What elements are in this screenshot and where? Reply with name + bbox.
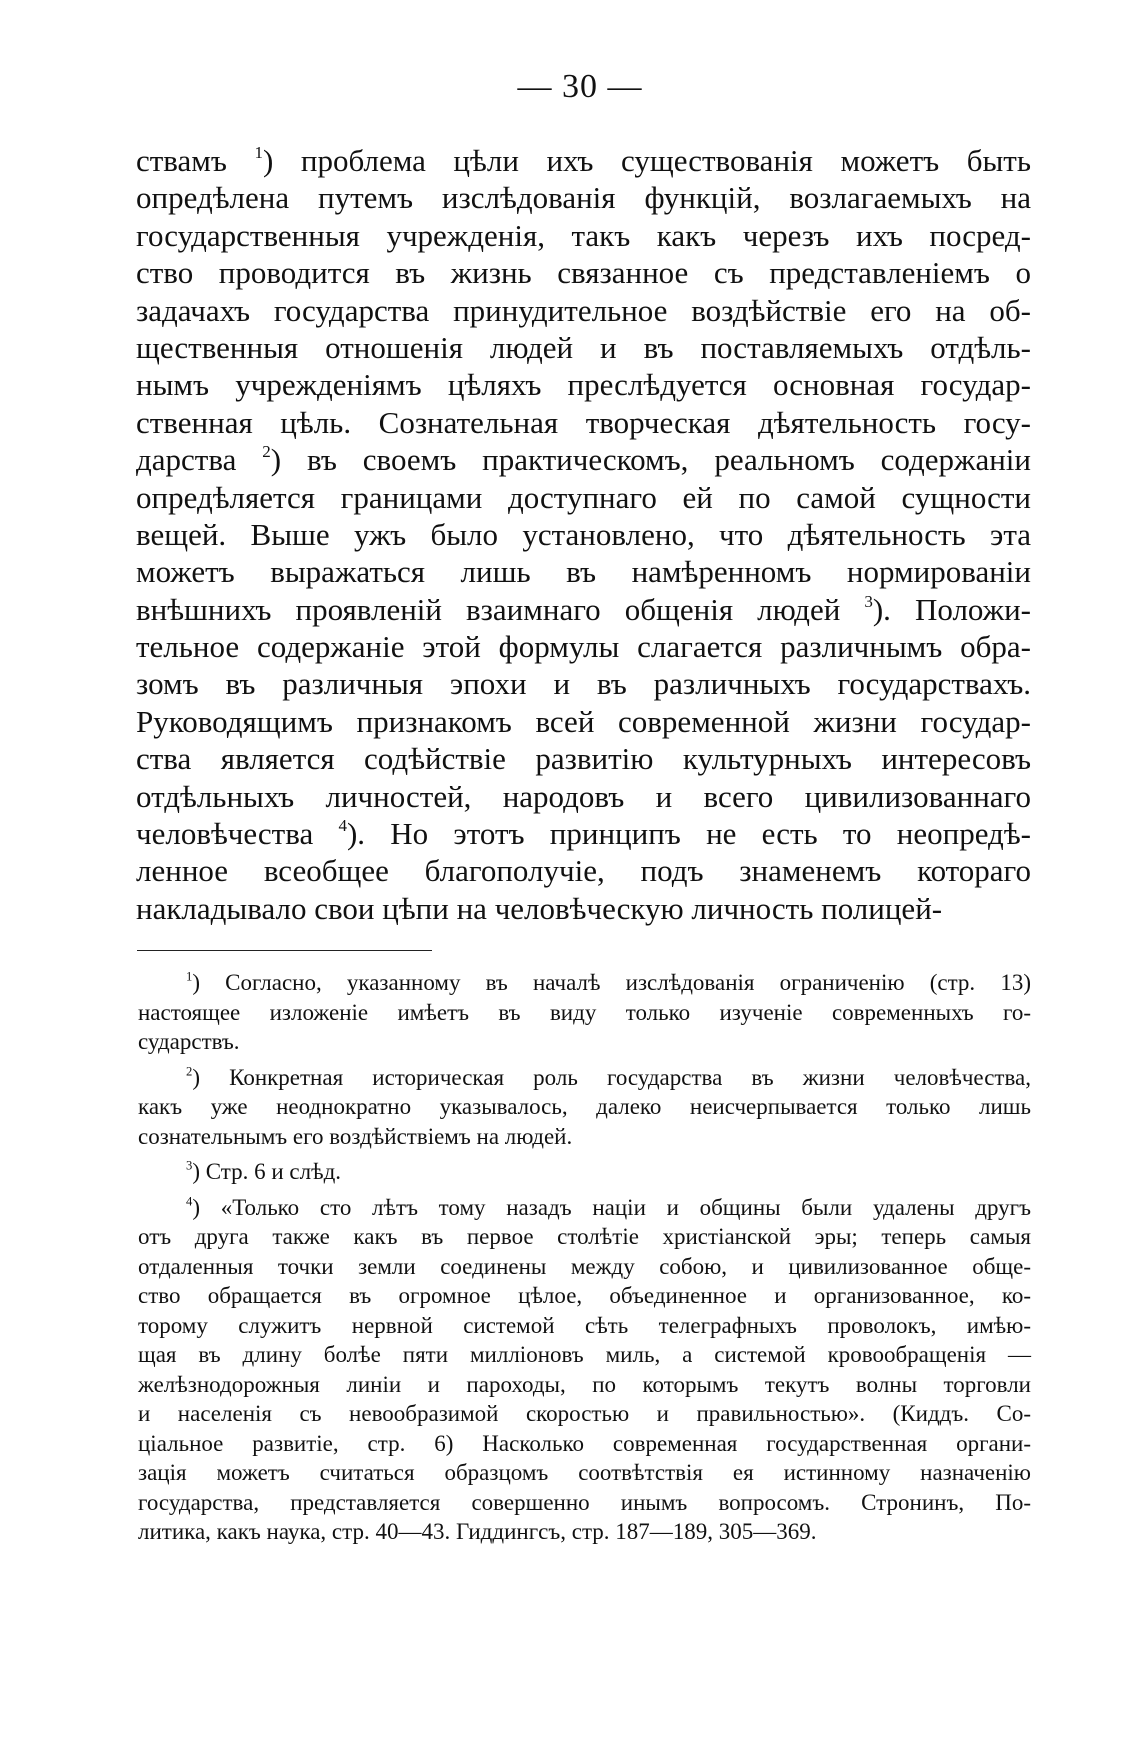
footnote: [138, 1193, 1031, 1547]
text-line: [136, 179, 1031, 216]
footnote-line: [138, 1370, 1031, 1400]
footnote-text: ство обращается въ огромное цѣлое, объединенное и организованное, ко-: [138, 1283, 1031, 1308]
footnote-line: [138, 1458, 1031, 1488]
footnote-line: [138, 998, 1031, 1028]
footnote-line: [138, 1063, 1031, 1093]
footnote-line: [138, 1399, 1031, 1429]
footnote: [138, 1063, 1031, 1152]
text-line: [136, 778, 1031, 815]
text-segment: ) въ своемъ практическомъ, реальномъ содержаніи: [270, 442, 1032, 478]
text-segment: нымъ учрежденіямъ цѣляхъ преслѣдуется основная государ-: [136, 367, 1031, 403]
text-line: [136, 142, 1031, 179]
footnote: [138, 968, 1031, 1057]
footnote-text: отъ друга также какъ въ первое столѣтіе христіанской эры; теперь самыя: [138, 1224, 1031, 1249]
footnote-line: [138, 1340, 1031, 1370]
text-line: [136, 292, 1031, 329]
text-segment: ) проблема цѣли ихъ существованія можетъ быть: [263, 143, 1031, 178]
footnote-text: какъ уже неоднократно указывалось, далеко неисчерпывается только лишь: [138, 1094, 1031, 1119]
text-segment: можетъ выражаться лишь въ намѣренномъ нормированіи: [136, 554, 1031, 590]
text-segment: внѣшнихъ проявленій взаимнаго общенія людей: [136, 591, 865, 627]
footnote-line: [138, 1517, 1031, 1547]
footnote-text: ціальное развитіе, стр. 6) Насколько современная государственная органи-: [138, 1430, 1031, 1456]
footnote-number: 3: [186, 1158, 193, 1173]
text-line: [136, 254, 1031, 291]
text-segment: щественныя отношенія людей и въ поставляемыхъ отдѣль-: [136, 329, 1031, 365]
footnote-number: 2: [186, 1064, 193, 1079]
footnote-line: [138, 1429, 1031, 1459]
text-line: [136, 665, 1031, 702]
footnote-line: [138, 968, 1031, 998]
text-line: [136, 815, 1031, 852]
footnote-marker: 3: [864, 591, 873, 611]
footnote-line: [138, 1027, 1031, 1057]
footnote-text: желѣзнодорожныя линіи и пароходы, по которымъ текутъ волны торговли: [138, 1371, 1031, 1397]
text-line: [136, 479, 1031, 516]
footnote-text: сударствъ.: [138, 1029, 240, 1054]
text-line: [136, 441, 1031, 478]
footnote-text: торому служитъ нервной системой сѣть телеграфныхъ проволокъ, имѣю-: [138, 1312, 1031, 1338]
text-line: [136, 516, 1031, 553]
text-segment: задачахъ государства принудительное воздѣйствіе его на об-: [136, 292, 1031, 328]
footnote-text: настоящее изложеніе имѣетъ въ виду только изученіе современныхъ го-: [138, 999, 1031, 1025]
text-segment: Руководящимъ признакомъ всей современной жизни государ-: [136, 703, 1031, 739]
text-line: [136, 329, 1031, 366]
footnote-text: ) Конкретная историческая роль государства въ жизни человѣчества,: [192, 1064, 1031, 1090]
footnote-text: ) Согласно, указанному въ началѣ изслѣдованія ограниченію (стр. 13): [192, 970, 1031, 995]
text-line: [136, 890, 1031, 927]
footnote-marker: 4: [338, 816, 347, 836]
footnote-line: [138, 1488, 1031, 1518]
footnote: [138, 1157, 1031, 1187]
text-segment: государственныя учрежденія, такъ какъ черезъ ихъ посред-: [136, 217, 1031, 253]
text-line: [136, 628, 1031, 665]
footnote-line: [138, 1281, 1031, 1311]
text-segment: тельное содержаніе этой формулы слагается различнымъ обра-: [136, 629, 1031, 665]
text-segment: ленное всеобщее благополучіе, подъ знаменемъ котораго: [136, 853, 1031, 889]
text-line: [136, 217, 1031, 254]
text-line: [136, 366, 1031, 403]
text-segment: вещей. Выше ужъ было установлено, что дѣятельность эта: [136, 516, 1031, 552]
footnote-separator: [137, 950, 432, 951]
footnote-line: [138, 1193, 1031, 1223]
footnote-number: 4: [186, 1194, 193, 1209]
footnote-text: литика, какъ наука, стр. 40—43. Гиддингсъ, стр. 187—189, 305—369.: [138, 1519, 817, 1544]
footnote-text: государства, представляется совершенно инымъ вопросомъ. Стронинъ, По-: [138, 1489, 1031, 1515]
footnote-line: [138, 1252, 1031, 1282]
footnote-text: ) «Только сто лѣтъ тому назадъ націи и общины были удалены другъ: [192, 1194, 1031, 1220]
text-line: [136, 404, 1031, 441]
text-segment: ство проводится въ жизнь связанное съ представленіемъ о: [136, 255, 1031, 291]
text-segment: опредѣлена путемъ изслѣдованія функцій, возлагаемыхъ на: [136, 180, 1031, 216]
text-line: [136, 591, 1031, 628]
text-line: [136, 740, 1031, 777]
footnote-line: [138, 1157, 1031, 1187]
main-text: [136, 142, 1031, 927]
text-segment: зомъ въ различныя эпохи и въ различныхъ государствахъ.: [136, 666, 1031, 702]
footnote-text: отдаленныя точки земли соединены между собою, и цивилизованное обще-: [138, 1253, 1031, 1279]
footnote-text: сознательнымъ его воздѣйствіемъ на людей.: [138, 1123, 573, 1149]
text-line: [136, 852, 1031, 889]
footnote-line: [138, 1311, 1031, 1341]
text-segment: дарства: [136, 442, 263, 478]
text-line: [136, 703, 1031, 740]
text-segment: ). Положи-: [872, 591, 1031, 627]
text-segment: ствамъ: [136, 143, 255, 178]
page-number: — 30 —: [517, 68, 643, 105]
footnote-number: 1: [186, 969, 193, 984]
footnote-text: щая въ длину болѣе пяти милліоновъ миль, а системой кровообращенія —: [138, 1342, 1031, 1367]
text-segment: ства является содѣйствіе развитію культурныхъ интересовъ: [136, 741, 1031, 777]
text-segment: опредѣляется границами доступнаго ей по самой сущности: [136, 479, 1031, 515]
text-segment: ). Но этотъ принципъ не есть то неопредѣ-: [346, 816, 1031, 852]
text-segment: отдѣльныхъ личностей, народовъ и всего цивилизованнаго: [136, 778, 1031, 814]
footnotes: [138, 968, 1031, 1553]
footnote-line: [138, 1222, 1031, 1252]
footnote-line: [138, 1122, 1031, 1152]
text-segment: ственная цѣль. Сознательная творческая дѣятельность госу-: [136, 404, 1031, 440]
footnote-marker: 1: [254, 143, 264, 163]
footnote-text: и населенія съ невообразимой скоростью и правильностью». (Киддъ. Со-: [138, 1401, 1031, 1426]
footnote-text: ) Стр. 6 и слѣд.: [192, 1159, 342, 1184]
footnote-text: зація можетъ считаться образцомъ соотвѣтствія ея истинному назначенію: [138, 1460, 1031, 1485]
text-segment: накладывало свои цѣпи на человѣческую личность полицей-: [136, 890, 943, 926]
text-line: [136, 553, 1031, 590]
text-segment: человѣчества: [136, 816, 339, 852]
footnote-line: [138, 1092, 1031, 1122]
footnote-marker: 2: [262, 442, 271, 462]
